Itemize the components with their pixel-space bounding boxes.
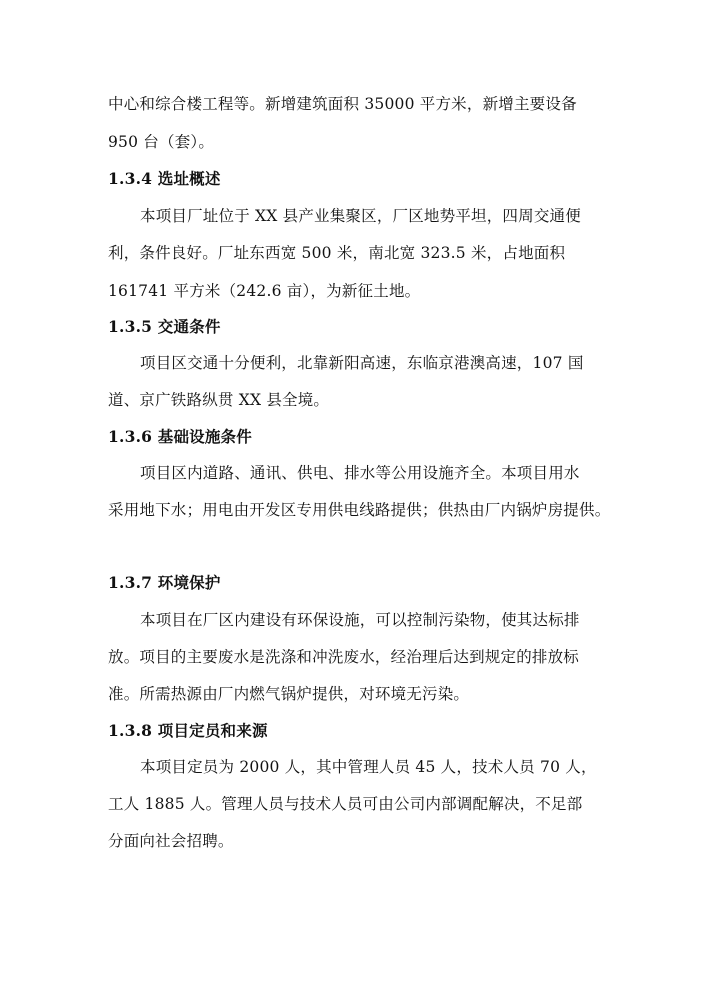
paragraph-line: 161741 平方米（242.6 亩），为新征土地。: [108, 282, 421, 300]
paragraph-line: 本项目厂址位于 XX 县产业集聚区，厂区地势平坦，四周交通便: [140, 207, 581, 225]
paragraph-line: 道、京广铁路纵贯 XX 县全境。: [108, 391, 330, 409]
section-heading-environment: 1.3.7 环境保护: [108, 573, 221, 592]
section-heading-staffing: 1.3.8 项目定员和来源: [108, 721, 268, 740]
paragraph-line: 项目区交通十分便利，北靠新阳高速，东临京港澳高速，107 国: [140, 354, 584, 372]
paragraph-line: 本项目定员为 2000 人，其中管理人员 45 人，技术人员 70 人，: [140, 758, 597, 776]
paragraph-line: 分面向社会招聘。: [108, 832, 234, 850]
section-heading-infrastructure: 1.3.6 基础设施条件: [108, 427, 252, 446]
paragraph-line: 中心和综合楼工程等。新增建筑面积 35000 平方米，新增主要设备: [108, 95, 577, 113]
paragraph-line: 放。项目的主要废水是洗涤和冲洗废水，经治理后达到规定的排放标: [108, 648, 580, 666]
paragraph-line: 利，条件良好。厂址东西宽 500 米，南北宽 323.5 米，占地面积: [108, 244, 566, 262]
paragraph-line: 采用地下水；用电由开发区专用供电线路提供；供热由厂内锅炉房提供。: [108, 501, 611, 519]
paragraph-line: 950 台（套）。: [108, 133, 215, 151]
paragraph-line: 项目区内道路、通讯、供电、排水等公用设施齐全。本项目用水: [140, 464, 580, 482]
section-heading-site-overview: 1.3.4 选址概述: [108, 169, 221, 188]
paragraph-line: 工人 1885 人。管理人员与技术人员可由公司内部调配解决，不足部: [108, 795, 583, 813]
section-heading-transport: 1.3.5 交通条件: [108, 317, 221, 336]
paragraph-line: 准。所需热源由厂内燃气锅炉提供，对环境无污染。: [108, 685, 470, 703]
paragraph-line: 本项目在厂区内建设有环保设施，可以控制污染物，使其达标排: [140, 611, 580, 629]
